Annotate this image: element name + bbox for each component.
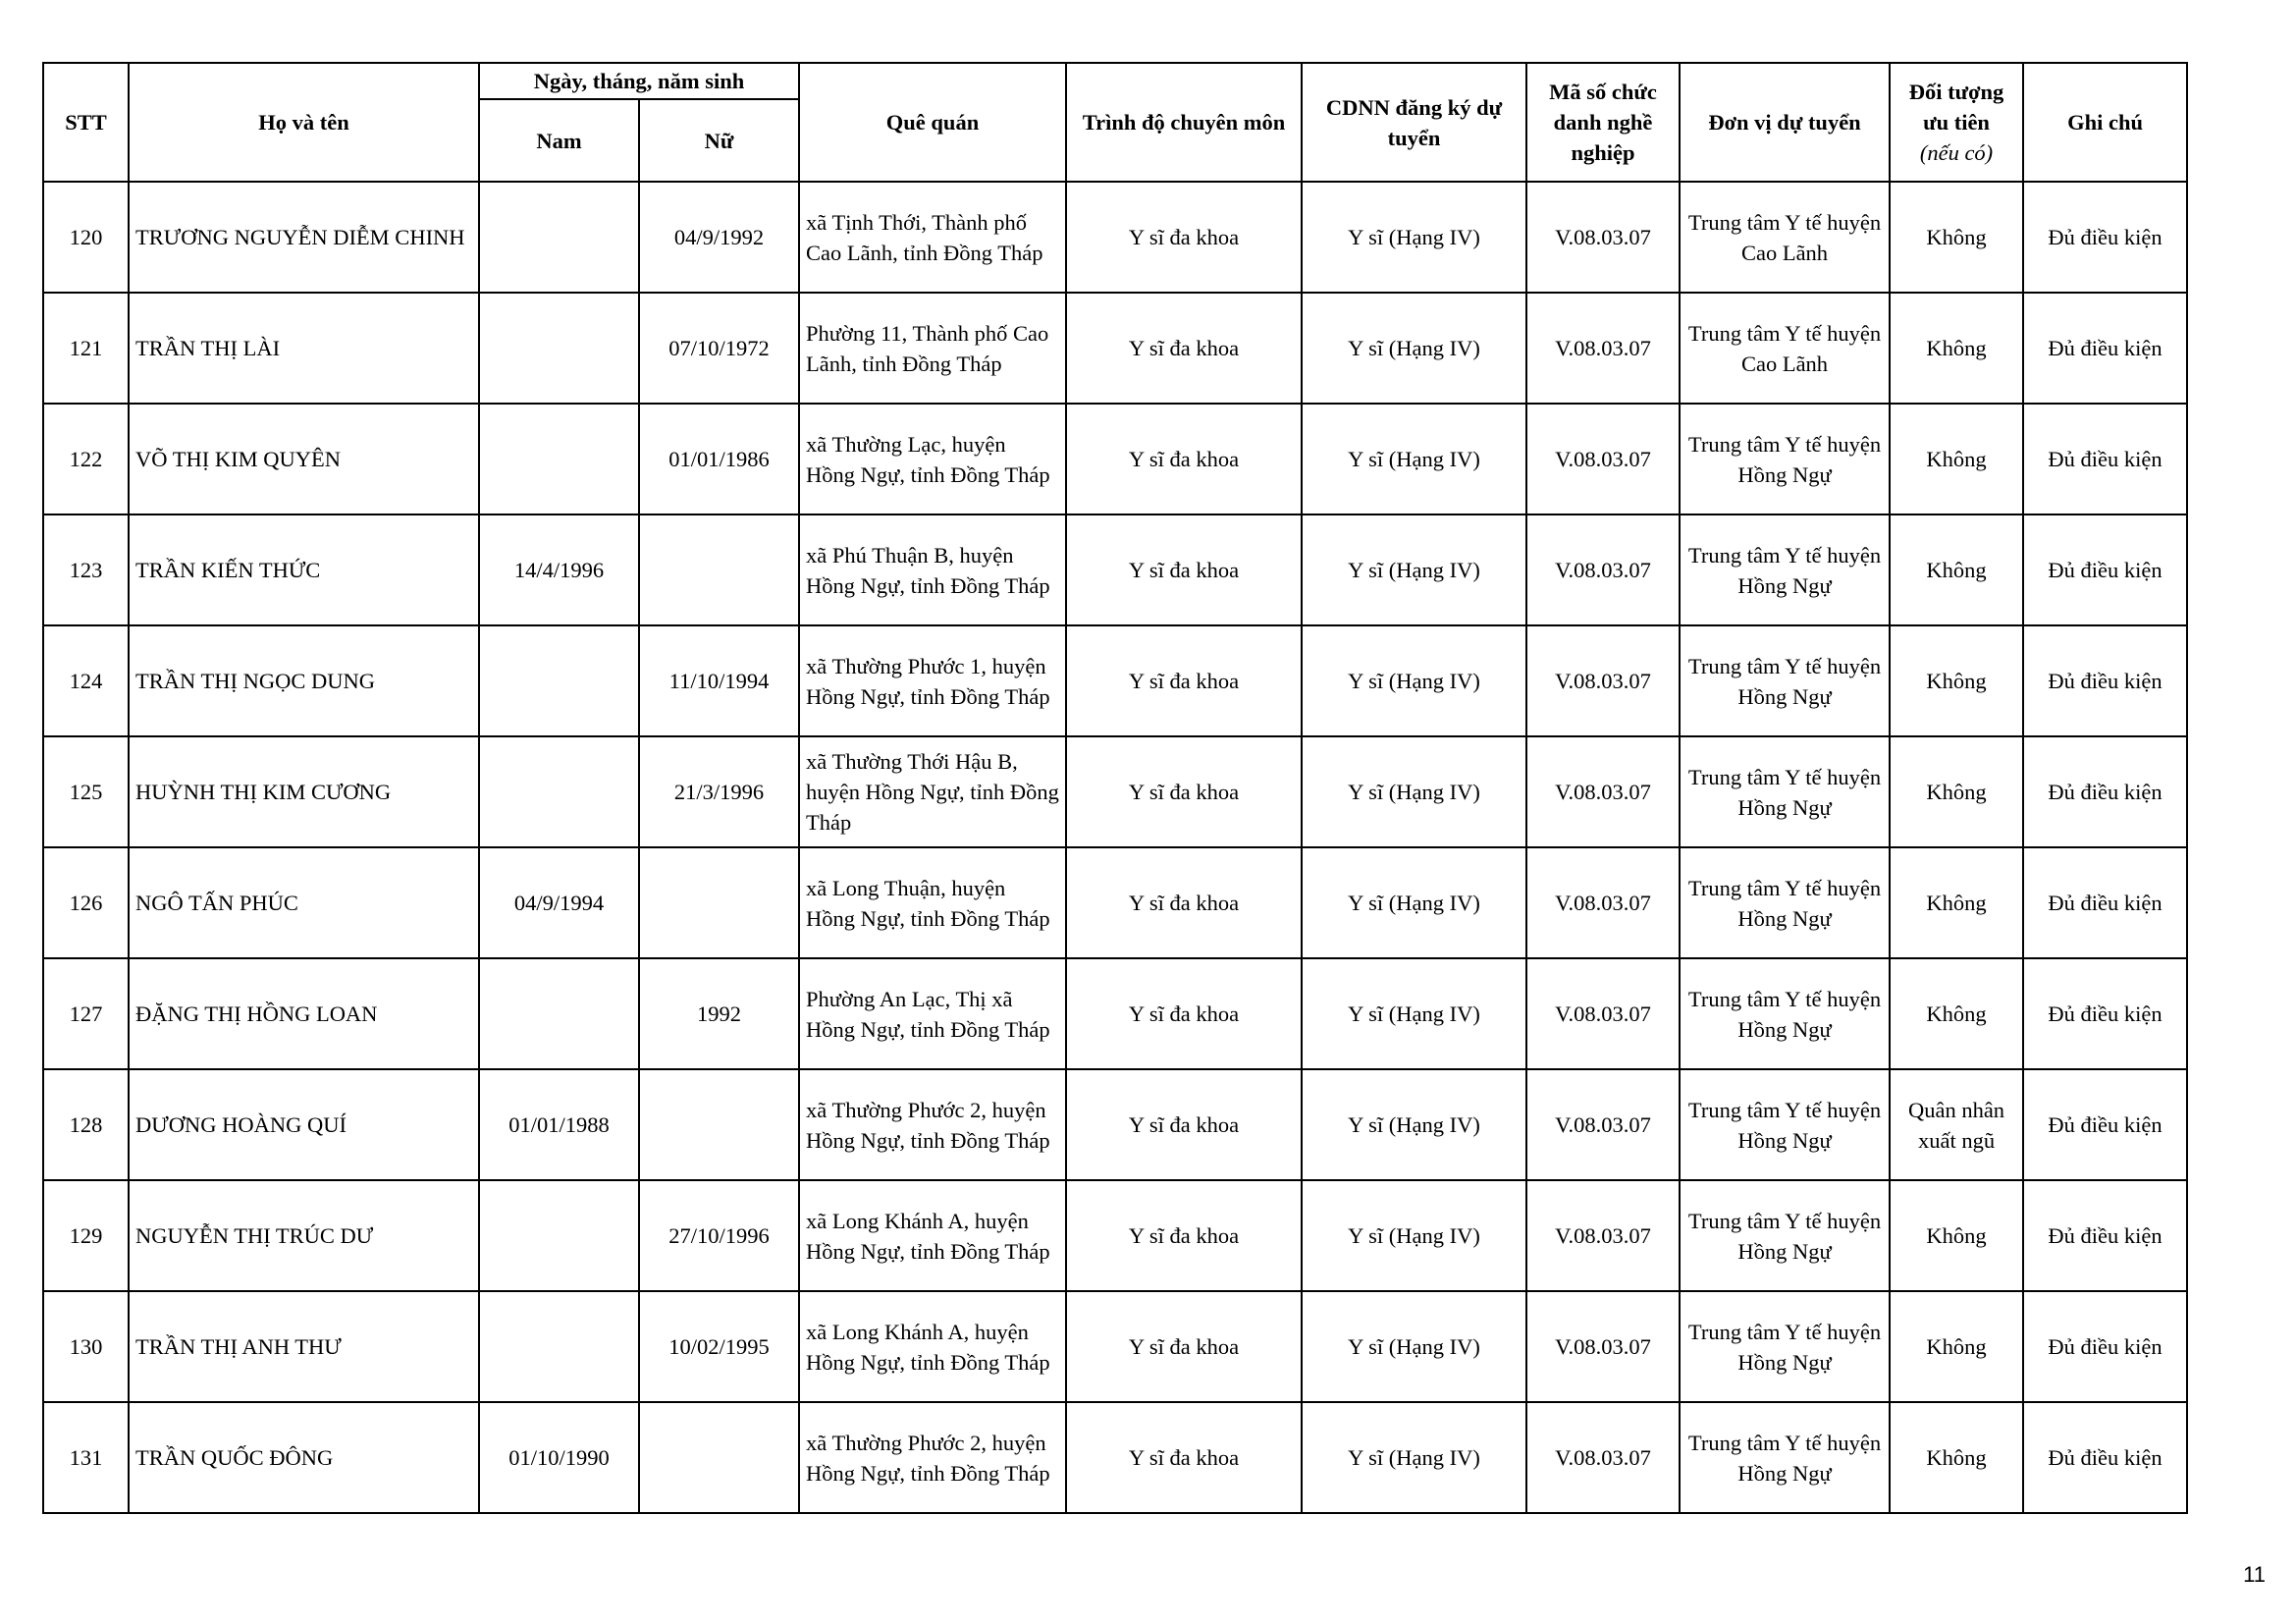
cell-position: Y sĩ (Hạng IV) [1302, 847, 1526, 958]
cell-qualification: Y sĩ đa khoa [1066, 625, 1302, 736]
cell-hometown: xã Long Khánh A, huyện Hồng Ngự, tỉnh Đồng Tháp [799, 1180, 1066, 1291]
cell-position: Y sĩ (Hạng IV) [1302, 404, 1526, 514]
cell-note: Đủ điều kiện [2023, 1180, 2187, 1291]
cell-hometown: xã Long Thuận, huyện Hồng Ngự, tỉnh Đồng Tháp [799, 847, 1066, 958]
cell-dob-male [479, 1291, 639, 1402]
table-row [43, 1291, 2187, 1402]
cell-stt: 121 [43, 293, 129, 404]
page-number: 11 [2243, 1562, 2266, 1587]
cell-dob-female: 07/10/1972 [639, 293, 799, 404]
cell-qualification: Y sĩ đa khoa [1066, 182, 1302, 293]
cell-position: Y sĩ (Hạng IV) [1302, 293, 1526, 404]
cell-unit: Trung tâm Y tế huyện Hồng Ngự [1680, 1402, 1890, 1513]
cell-note: Đủ điều kiện [2023, 1291, 2187, 1402]
header-priority-note: (nếu có) [1919, 140, 1994, 165]
table-header [43, 63, 2187, 182]
cell-unit: Trung tâm Y tế huyện Hồng Ngự [1680, 1291, 1890, 1402]
cell-position: Y sĩ (Hạng IV) [1302, 625, 1526, 736]
cell-position-code: V.08.03.07 [1526, 847, 1680, 958]
cell-qualification: Y sĩ đa khoa [1066, 1180, 1302, 1291]
cell-position: Y sĩ (Hạng IV) [1302, 1291, 1526, 1402]
cell-name: HUỲNH THỊ KIM CƯƠNG [129, 736, 479, 847]
cell-qualification: Y sĩ đa khoa [1066, 958, 1302, 1069]
cell-dob-male [479, 1180, 639, 1291]
cell-position-code: V.08.03.07 [1526, 293, 1680, 404]
cell-name: NGÔ TẤN PHÚC [129, 847, 479, 958]
header-name: Họ và tên [129, 63, 479, 182]
cell-unit: Trung tâm Y tế huyện Hồng Ngự [1680, 1180, 1890, 1291]
cell-unit: Trung tâm Y tế huyện Hồng Ngự [1680, 625, 1890, 736]
cell-dob-male: 01/01/1988 [479, 1069, 639, 1180]
header-position-code: Mã số chức danh nghề nghiệp [1526, 63, 1680, 182]
cell-position: Y sĩ (Hạng IV) [1302, 736, 1526, 847]
cell-note: Đủ điều kiện [2023, 847, 2187, 958]
cell-position: Y sĩ (Hạng IV) [1302, 1402, 1526, 1513]
cell-position-code: V.08.03.07 [1526, 958, 1680, 1069]
cell-priority: Quân nhân xuất ngũ [1890, 1069, 2023, 1180]
cell-note: Đủ điều kiện [2023, 958, 2187, 1069]
cell-position-code: V.08.03.07 [1526, 182, 1680, 293]
cell-hometown: xã Thường Lạc, huyện Hồng Ngự, tỉnh Đồng Tháp [799, 404, 1066, 514]
cell-dob-male [479, 625, 639, 736]
table-row [43, 625, 2187, 736]
cell-unit: Trung tâm Y tế huyện Hồng Ngự [1680, 736, 1890, 847]
cell-name: TRẦN KIẾN THỨC [129, 514, 479, 625]
cell-note: Đủ điều kiện [2023, 736, 2187, 847]
cell-unit: Trung tâm Y tế huyện Hồng Ngự [1680, 514, 1890, 625]
cell-priority: Không [1890, 293, 2023, 404]
cell-note: Đủ điều kiện [2023, 514, 2187, 625]
cell-priority: Không [1890, 514, 2023, 625]
header-unit: Đơn vị dự tuyển [1680, 63, 1890, 182]
header-stt: STT [43, 63, 129, 182]
cell-qualification: Y sĩ đa khoa [1066, 847, 1302, 958]
cell-name: TRẦN QUỐC ĐÔNG [129, 1402, 479, 1513]
cell-position-code: V.08.03.07 [1526, 625, 1680, 736]
cell-unit: Trung tâm Y tế huyện Hồng Ngự [1680, 958, 1890, 1069]
cell-position-code: V.08.03.07 [1526, 1180, 1680, 1291]
cell-position: Y sĩ (Hạng IV) [1302, 1180, 1526, 1291]
cell-dob-female [639, 1069, 799, 1180]
table-row [43, 182, 2187, 293]
table-row [43, 1180, 2187, 1291]
cell-hometown: xã Thường Phước 1, huyện Hồng Ngự, tỉnh Đồng Tháp [799, 625, 1066, 736]
cell-hometown: xã Tịnh Thới, Thành phố Cao Lãnh, tỉnh Đồng Tháp [799, 182, 1066, 293]
cell-dob-male [479, 958, 639, 1069]
cell-dob-female [639, 847, 799, 958]
cell-note: Đủ điều kiện [2023, 1069, 2187, 1180]
table-row [43, 514, 2187, 625]
cell-hometown: Phường An Lạc, Thị xã Hồng Ngự, tỉnh Đồng Tháp [799, 958, 1066, 1069]
cell-position: Y sĩ (Hạng IV) [1302, 514, 1526, 625]
header-hometown: Quê quán [799, 63, 1066, 182]
cell-position-code: V.08.03.07 [1526, 514, 1680, 625]
cell-priority: Không [1890, 958, 2023, 1069]
cell-dob-male [479, 293, 639, 404]
header-male: Nam [479, 99, 639, 182]
cell-priority: Không [1890, 182, 2023, 293]
cell-note: Đủ điều kiện [2023, 182, 2187, 293]
cell-stt: 123 [43, 514, 129, 625]
table-row [43, 1402, 2187, 1513]
header-priority-label: Đối tượng ưu tiên [1908, 80, 2004, 135]
cell-priority: Không [1890, 625, 2023, 736]
cell-hometown: xã Long Khánh A, huyện Hồng Ngự, tỉnh Đồng Tháp [799, 1291, 1066, 1402]
cell-hometown: xã Thường Phước 2, huyện Hồng Ngự, tỉnh Đồng Tháp [799, 1402, 1066, 1513]
cell-name: TRẦN THỊ NGỌC DUNG [129, 625, 479, 736]
table-row [43, 736, 2187, 847]
cell-unit: Trung tâm Y tế huyện Hồng Ngự [1680, 847, 1890, 958]
cell-unit: Trung tâm Y tế huyện Cao Lãnh [1680, 293, 1890, 404]
cell-note: Đủ điều kiện [2023, 404, 2187, 514]
cell-position: Y sĩ (Hạng IV) [1302, 1069, 1526, 1180]
cell-unit: Trung tâm Y tế huyện Hồng Ngự [1680, 1069, 1890, 1180]
cell-note: Đủ điều kiện [2023, 625, 2187, 736]
cell-hometown: xã Thường Thới Hậu B, huyện Hồng Ngự, tỉnh Đồng Tháp [799, 736, 1066, 847]
cell-stt: 129 [43, 1180, 129, 1291]
cell-stt: 126 [43, 847, 129, 958]
cell-stt: 128 [43, 1069, 129, 1180]
cell-name: NGUYỄN THỊ TRÚC DƯ [129, 1180, 479, 1291]
cell-position-code: V.08.03.07 [1526, 1069, 1680, 1180]
cell-priority: Không [1890, 847, 2023, 958]
cell-position-code: V.08.03.07 [1526, 1402, 1680, 1513]
cell-position: Y sĩ (Hạng IV) [1302, 958, 1526, 1069]
header-priority [1890, 63, 2023, 182]
cell-name: ĐẶNG THỊ HỒNG LOAN [129, 958, 479, 1069]
table-row [43, 293, 2187, 404]
cell-dob-male: 14/4/1996 [479, 514, 639, 625]
header-dob-group: Ngày, tháng, năm sinh [479, 63, 799, 99]
cell-qualification: Y sĩ đa khoa [1066, 514, 1302, 625]
header-position-registered: CDNN đăng ký dự tuyển [1302, 63, 1526, 182]
cell-qualification: Y sĩ đa khoa [1066, 404, 1302, 514]
candidate-table [42, 62, 2188, 1514]
cell-hometown: xã Thường Phước 2, huyện Hồng Ngự, tỉnh Đồng Tháp [799, 1069, 1066, 1180]
cell-stt: 124 [43, 625, 129, 736]
cell-priority: Không [1890, 1291, 2023, 1402]
table-row [43, 847, 2187, 958]
cell-unit: Trung tâm Y tế huyện Cao Lãnh [1680, 182, 1890, 293]
cell-name: DƯƠNG HOÀNG QUÍ [129, 1069, 479, 1180]
cell-priority: Không [1890, 736, 2023, 847]
header-qualification: Trình độ chuyên môn [1066, 63, 1302, 182]
cell-priority: Không [1890, 1402, 2023, 1513]
cell-dob-female: 10/02/1995 [639, 1291, 799, 1402]
cell-note: Đủ điều kiện [2023, 293, 2187, 404]
cell-name: VÕ THỊ KIM QUYÊN [129, 404, 479, 514]
cell-dob-female: 04/9/1992 [639, 182, 799, 293]
cell-dob-female [639, 514, 799, 625]
cell-name: TRẦN THỊ LÀI [129, 293, 479, 404]
cell-dob-male [479, 182, 639, 293]
cell-priority: Không [1890, 404, 2023, 514]
header-female: Nữ [639, 99, 799, 182]
table-row [43, 1069, 2187, 1180]
cell-stt: 125 [43, 736, 129, 847]
cell-qualification: Y sĩ đa khoa [1066, 1291, 1302, 1402]
cell-name: TRƯƠNG NGUYỄN DIỄM CHINH [129, 182, 479, 293]
cell-dob-female: 21/3/1996 [639, 736, 799, 847]
cell-dob-female: 1992 [639, 958, 799, 1069]
cell-dob-female [639, 1402, 799, 1513]
cell-stt: 120 [43, 182, 129, 293]
cell-stt: 131 [43, 1402, 129, 1513]
cell-qualification: Y sĩ đa khoa [1066, 1069, 1302, 1180]
cell-unit: Trung tâm Y tế huyện Hồng Ngự [1680, 404, 1890, 514]
cell-dob-male [479, 404, 639, 514]
cell-dob-male: 04/9/1994 [479, 847, 639, 958]
cell-qualification: Y sĩ đa khoa [1066, 736, 1302, 847]
cell-name: TRẦN THỊ ANH THƯ [129, 1291, 479, 1402]
cell-position-code: V.08.03.07 [1526, 1291, 1680, 1402]
cell-position: Y sĩ (Hạng IV) [1302, 182, 1526, 293]
cell-stt: 122 [43, 404, 129, 514]
cell-stt: 127 [43, 958, 129, 1069]
cell-priority: Không [1890, 1180, 2023, 1291]
cell-qualification: Y sĩ đa khoa [1066, 1402, 1302, 1513]
cell-dob-female: 01/01/1986 [639, 404, 799, 514]
cell-dob-male [479, 736, 639, 847]
table-row [43, 958, 2187, 1069]
cell-dob-female: 11/10/1994 [639, 625, 799, 736]
cell-dob-female: 27/10/1996 [639, 1180, 799, 1291]
cell-stt: 130 [43, 1291, 129, 1402]
cell-note: Đủ điều kiện [2023, 1402, 2187, 1513]
header-note: Ghi chú [2023, 63, 2187, 182]
cell-position-code: V.08.03.07 [1526, 736, 1680, 847]
table-body [43, 182, 2187, 1513]
cell-dob-male: 01/10/1990 [479, 1402, 639, 1513]
cell-qualification: Y sĩ đa khoa [1066, 293, 1302, 404]
table-row [43, 404, 2187, 514]
cell-position-code: V.08.03.07 [1526, 404, 1680, 514]
cell-hometown: Phường 11, Thành phố Cao Lãnh, tỉnh Đồng Tháp [799, 293, 1066, 404]
cell-hometown: xã Phú Thuận B, huyện Hồng Ngự, tỉnh Đồng Tháp [799, 514, 1066, 625]
